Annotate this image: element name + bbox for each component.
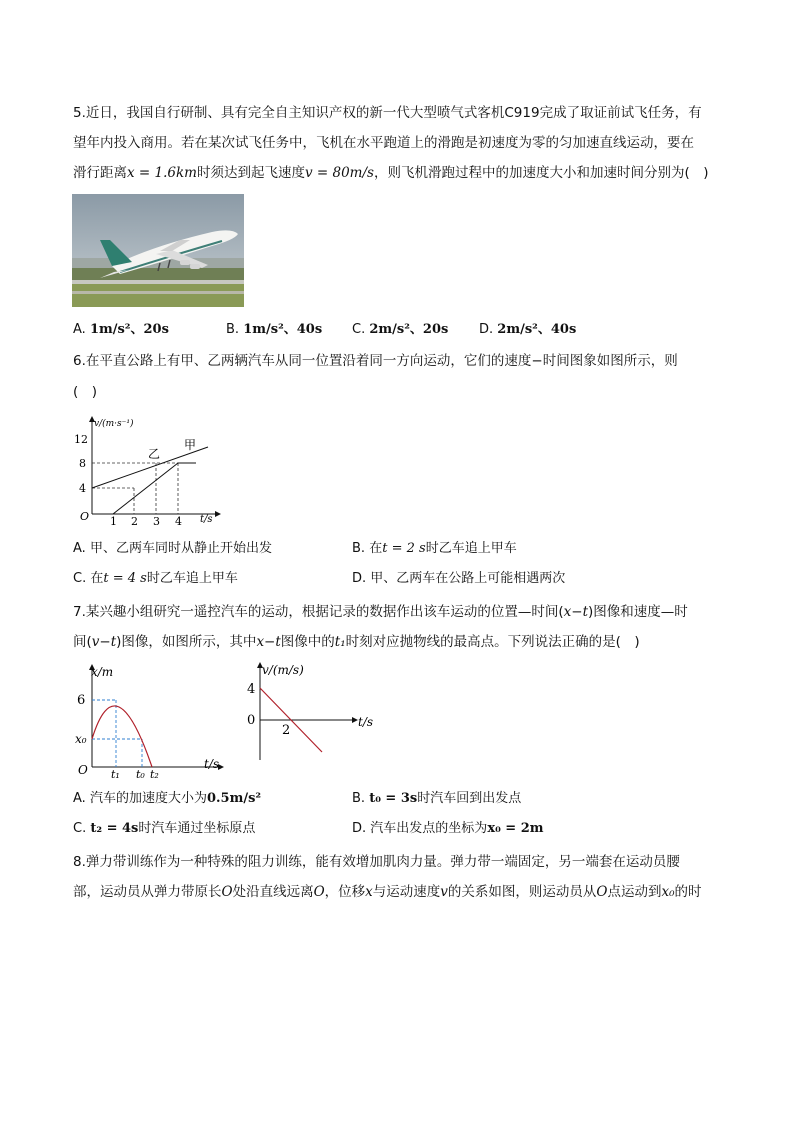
airplane-photo	[72, 194, 244, 307]
q6-y-tick: 12	[74, 433, 88, 446]
q8-text: 的关系如图，则运动员从	[447, 884, 597, 900]
q7-xt-x-tick: t₂	[150, 768, 159, 781]
q8-text: ，位移	[324, 884, 366, 900]
q8-math: O	[313, 884, 325, 900]
option-text: 在	[90, 571, 104, 586]
q8-text: 的时	[674, 884, 702, 900]
option-letter: B.	[352, 541, 366, 556]
q7-vt-graph	[242, 660, 382, 770]
q7-text: 图像中的	[280, 634, 335, 650]
q5-option-c[interactable]	[352, 320, 448, 340]
q7-vt-y-label: v/(m/s)	[262, 663, 304, 677]
q5-option-d[interactable]	[479, 320, 576, 340]
q6-x-tick: 4	[175, 515, 182, 528]
q7-option-c[interactable]	[73, 819, 255, 839]
option-text: 汽车出发点的坐标为	[370, 821, 488, 836]
q6-line-1: 6.在平直公路上有甲、乙两辆汽车从同一位置沿着同一方向运动，它们的速度−时间图象如图所示，则	[73, 353, 678, 369]
option-math: 0.5m/s²	[206, 791, 262, 806]
q7-text: )图像，如图所示，其中	[116, 634, 257, 650]
q7-xt-x-tick: t₁	[111, 768, 120, 781]
option-value: 2m/s²、40s	[497, 322, 577, 337]
option-math: t = 2 s	[382, 541, 426, 556]
q8-math: O	[221, 884, 233, 900]
q7-line-1	[73, 602, 688, 622]
q7-xt-y-tick: x₀	[75, 732, 87, 746]
option-text: 时汽车回到出发点	[417, 791, 522, 806]
q6-y-tick: 8	[79, 457, 86, 470]
option-text: 在	[369, 541, 383, 556]
q5-speed: v = 80m/s	[304, 165, 374, 181]
option-letter: A.	[73, 322, 86, 337]
option-text: 时汽车通过坐标原点	[138, 821, 256, 836]
option-text: 时乙车追上甲车	[425, 541, 517, 556]
option-letter: C.	[73, 571, 87, 586]
option-value: 2m/s²、20s	[369, 322, 449, 337]
q7-vt-y-tick: 0	[247, 713, 256, 728]
q6-line-yi	[113, 463, 178, 514]
option-letter: C.	[73, 821, 87, 836]
q6-x-tick: 2	[131, 515, 138, 528]
q7-option-b[interactable]	[352, 789, 521, 809]
q5-option-a[interactable]	[73, 320, 169, 340]
q7-text: )图像和速度—时	[588, 604, 688, 620]
option-letter: B.	[226, 322, 240, 337]
q8-line-2	[73, 882, 702, 902]
q8-text: 与运动速度	[372, 884, 441, 900]
q7-math: x−t	[563, 604, 589, 620]
q8-math: x₀	[661, 884, 675, 900]
q6-x-tick: 3	[153, 515, 160, 528]
option-math: t₂ = 4s	[90, 821, 139, 836]
q7-math: t₁	[334, 634, 346, 650]
q7-xt-x-tick: t₀	[136, 768, 145, 781]
q7-text: 时刻对应抛物线的最高点。下列说法正确的是( )	[345, 634, 640, 650]
q7-xt-x-label: t/s	[204, 757, 220, 771]
option-text: 汽车的加速度大小为	[89, 791, 207, 806]
q6-option-b[interactable]	[352, 539, 517, 559]
q5-text: 时须达到起飞速度	[196, 165, 305, 181]
q7-text: 间(	[73, 634, 92, 650]
q7-text: 7.某兴趣小组研究一遥控汽车的运动，根据记录的数据作出该车运动的位置—时间(	[73, 604, 564, 620]
option-letter: B.	[352, 791, 366, 806]
option-letter: D.	[479, 322, 494, 337]
q6-label-jia: 甲	[184, 438, 197, 452]
q8-math: v	[440, 884, 448, 900]
q6-option-c[interactable]	[73, 569, 238, 589]
option-letter: D.	[352, 821, 367, 836]
q7-math: x−t	[256, 634, 281, 650]
q6-line-2: ( )	[73, 384, 98, 400]
q5-line-3	[73, 163, 709, 183]
q6-vt-graph	[72, 414, 222, 528]
option-value: 1m/s²、40s	[243, 322, 323, 337]
q8-math: x	[365, 884, 373, 900]
option-math: x₀ = 2m	[487, 821, 544, 836]
q6-origin: O	[80, 510, 90, 523]
option-letter: C.	[352, 322, 366, 337]
option-text: 甲、乙两车在公路上可能相遇两次	[370, 571, 566, 586]
option-math: t = 4 s	[103, 571, 147, 586]
q5-line-2: 望年内投入商用。若在某次试飞任务中，飞机在水平跑道上的滑跑是初速度为零的匀加速直线运动，要在	[73, 135, 694, 151]
q6-option-d[interactable]	[352, 569, 565, 589]
option-letter: A.	[73, 541, 86, 556]
option-letter: A.	[73, 791, 86, 806]
q7-vt-y-tick: 4	[247, 682, 256, 697]
option-letter: D.	[352, 571, 367, 586]
option-text: 甲、乙两车同时从静止开始出发	[89, 541, 272, 556]
q7-xt-y-tick: 6	[77, 693, 86, 708]
q6-label-yi: 乙	[148, 447, 161, 461]
q8-line-1: 8.弹力带训练作为一种特殊的阻力训练，能有效增加肌肉力量。弹力带一端固定，另一端套在运动员腰	[73, 854, 680, 870]
q5-text: ，则飞机滑跑过程中的加速度大小和加速时间分别为( )	[373, 165, 709, 181]
q6-y-label: v/(m·s⁻¹)	[94, 419, 134, 429]
option-text: 时乙车追上甲车	[146, 571, 238, 586]
q8-text: 部，运动员从弹力带原长	[73, 884, 222, 900]
q5-line-1: 5.近日，我国自行研制、具有完全自主知识产权的新一代大型喷气式客机C919完成了取证前试飞任务，有	[73, 105, 702, 121]
q7-option-d[interactable]	[352, 819, 544, 839]
option-math: t₀ = 3s	[369, 791, 418, 806]
q7-xt-origin: O	[78, 763, 88, 777]
q5-distance: x = 1.6km	[127, 165, 197, 181]
q8-text: 处沿直线远离	[232, 884, 314, 900]
q7-option-a[interactable]	[73, 789, 261, 809]
q5-option-b[interactable]	[226, 320, 322, 340]
q6-y-tick: 4	[79, 482, 86, 495]
q7-xt-y-label: x/m	[91, 665, 114, 679]
q8-math: O	[596, 884, 608, 900]
q7-xt-graph	[72, 660, 230, 782]
option-value: 1m/s²、20s	[89, 322, 169, 337]
q6-x-tick: 1	[110, 515, 117, 528]
q7-math: v−t	[91, 634, 117, 650]
q7-vt-x-tick: 2	[282, 723, 291, 738]
q7-line-2	[73, 632, 640, 652]
q7-parabola	[92, 706, 152, 767]
q7-vt-x-label: t/s	[358, 715, 374, 729]
q6-x-label: t/s	[200, 514, 213, 525]
q5-text: 滑行距离	[73, 165, 127, 181]
q6-option-a[interactable]	[73, 539, 272, 559]
q8-text: 点运动到	[607, 884, 662, 900]
